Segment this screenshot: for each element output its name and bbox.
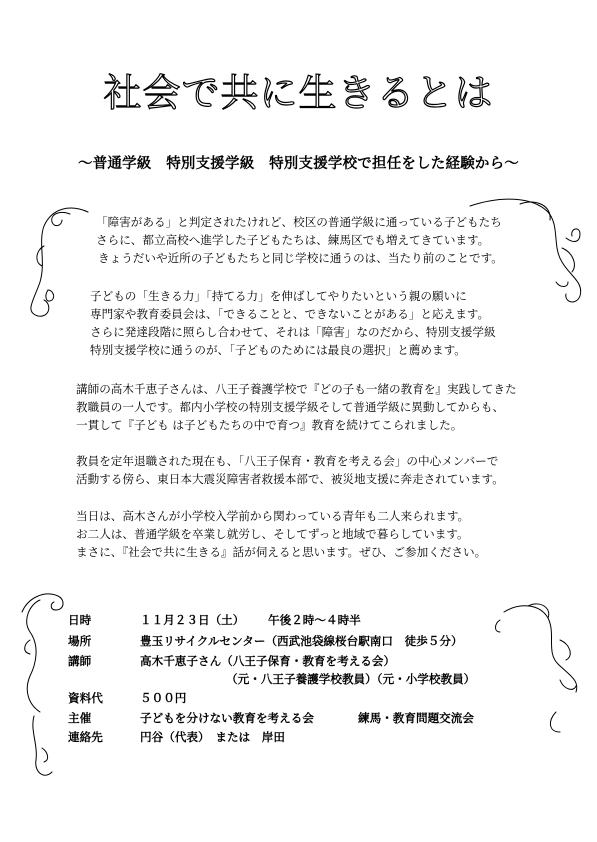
fee-value: ５００円 (140, 691, 187, 705)
paragraph-line: きょうだいや近所の子どもたちと同じ学校に通うのは、当たり前のことです。 (98, 251, 503, 265)
paragraph-line: 教員を定年退職された現在も、「八王子保育・教育を考える会」の中心メンバーで (76, 454, 499, 468)
speaker-label: 講師 (68, 654, 92, 668)
paragraph-line: 特別支援学校に通うのが、「子どものためには最良の選択」と薦めます。 (90, 343, 466, 357)
paragraph-line: 教職員の一人です。都内小学校の特別支援学級そして普通学級に異動してからも、 (76, 400, 505, 414)
paragraph-line: 「障害がある」と判定されたけれど、校区の普通学級に通っている子どもたち (96, 215, 502, 229)
time-value: 午後２時～４時半 (268, 613, 361, 627)
paragraph-line: まさに、『社会で共に生きる』話が伺えると思います。ぜひ、ご参加ください。 (76, 545, 487, 559)
paragraph-line: 一貫して『子ども は子どもたちの中で育つ』教育を続けてこられました。 (76, 418, 463, 432)
place-label: 場所 (68, 634, 92, 648)
paragraph-line: 子どもの「生きる力」「持てる力」を伸ばしてやりたいという親の願いに (90, 289, 467, 303)
page-title: 社会で共に生きるとは (103, 71, 494, 115)
paragraph-line: 当日は、高木さんが小学校入学前から関わっている青年も二人来られます。 (76, 509, 470, 523)
contact-value: 円谷（代表） または 岸田 (140, 730, 285, 744)
place-value: 豊玉リサイクルセンター（西武池袋線桜台駅南口 徒歩５分） (140, 634, 463, 648)
page-subtitle: ～普通学級 特別支援学級 特別支援学校で担任をした経験から～ (78, 156, 519, 172)
paragraph-line: さらに、都立高校へ進学した子どもたちは、練馬区でも増えてきています。 (96, 233, 490, 247)
speaker-extra: （元・八王子養護学校教員）（元・小学校教員） (226, 672, 476, 686)
host-label: 主催 (68, 711, 92, 725)
host-value: 子どもを分けない教育を考える会 (140, 711, 314, 725)
speaker-value: 高木千恵子さん（八王子保育・教育を考える会） (140, 654, 396, 668)
date-value: １１月２３日（土） (140, 613, 245, 627)
paragraph-line: 専門家や教育委員会は、「できることと、できないことがある」と応えます。 (90, 307, 490, 321)
date-label: 日時 (68, 613, 92, 627)
fee-label: 資料代 (68, 691, 103, 705)
paragraph-line: お二人は、普通学級を卒業し就労し、そしてずっと地域で暮らしています。 (76, 527, 469, 541)
contact-label: 連絡先 (68, 730, 103, 744)
host-extra: 練馬・教育問題交流会 (358, 711, 474, 725)
paragraph-line: 講師の高木千恵子さんは、八王子養護学校で『どの子も一緒の教育を』実践してきた (76, 382, 517, 396)
paragraph-line: 活動する傍ら、東日本大震災障害者救援本部で、被災地支援に奔走されています。 (76, 472, 504, 486)
paragraph-line: さらに発達段階に照らし合わせて、それは「障害」なのだから、特別支援学級 (90, 325, 496, 339)
